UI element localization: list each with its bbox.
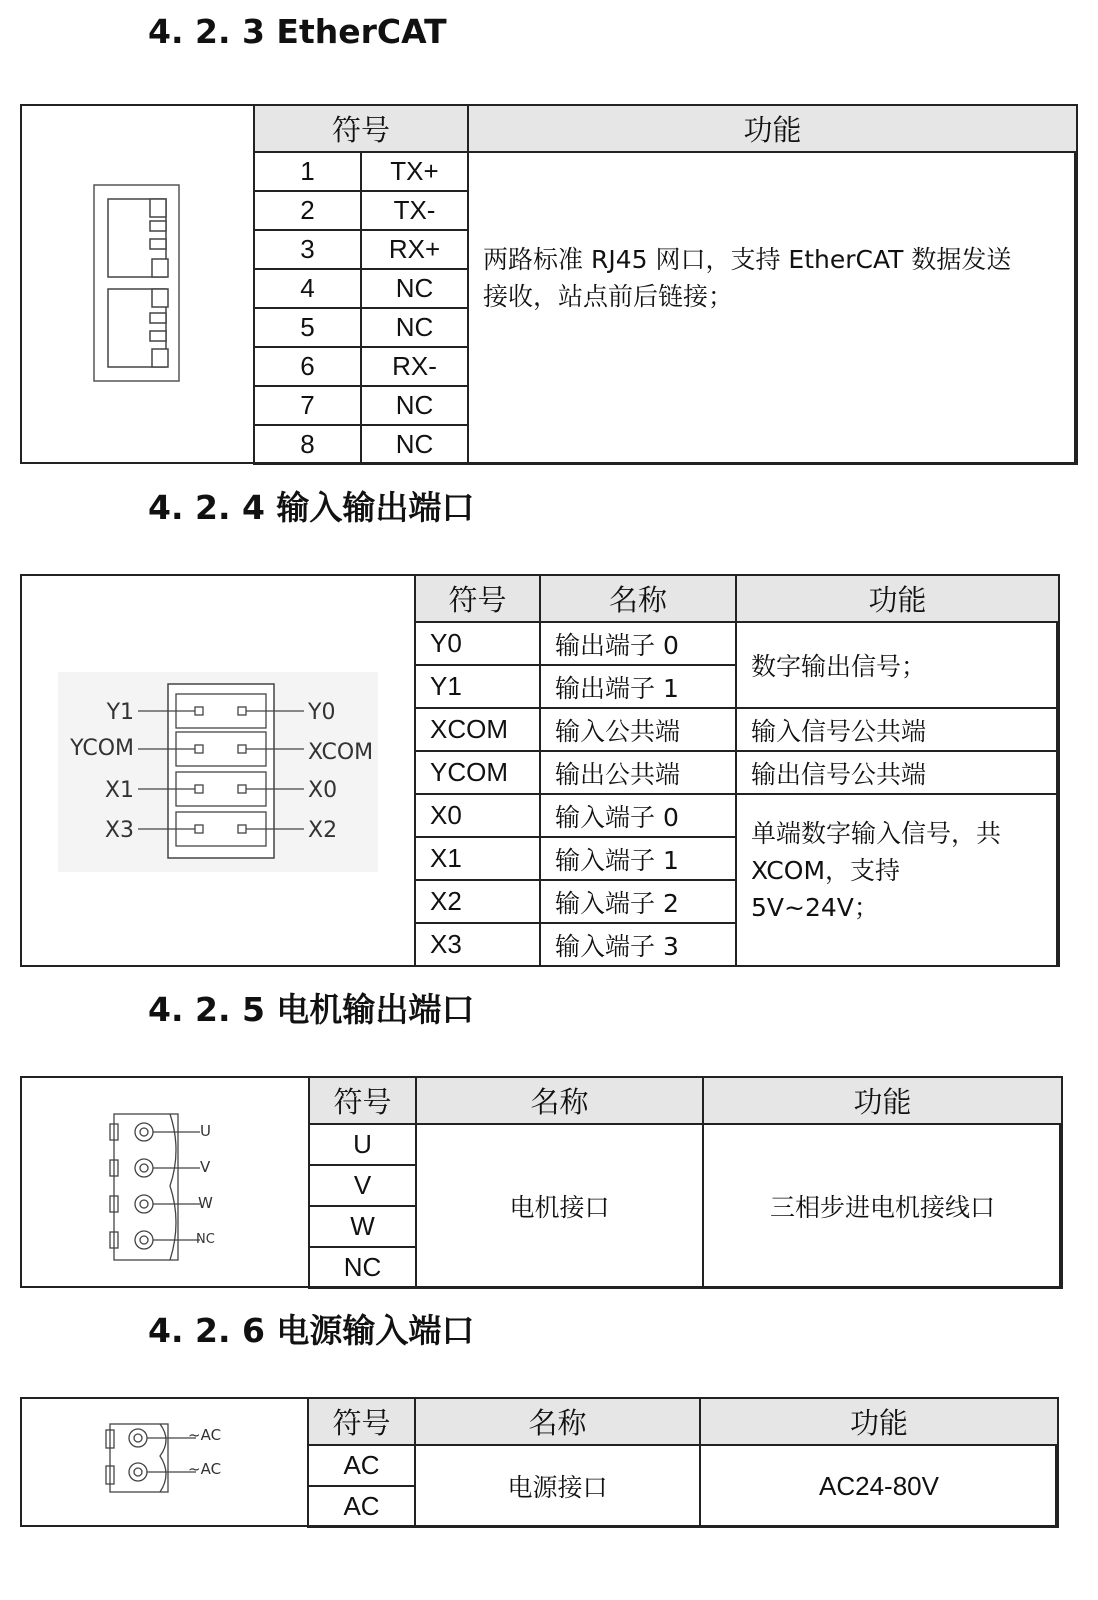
motor-diagram-label: NC	[196, 1232, 215, 1247]
io-name: 输出公共端	[540, 751, 736, 794]
pin-signal: NC	[361, 269, 468, 308]
io-diagram-label: X0	[308, 778, 338, 803]
pin-number: 6	[254, 347, 361, 386]
col-header-name: 名称	[540, 575, 736, 622]
io-port-table	[414, 574, 1060, 967]
io-diagram-label: YCOM	[70, 736, 134, 761]
io-name: 输出端子 0	[540, 622, 736, 665]
motor-diagram-label: W	[198, 1194, 213, 1212]
motor-symbol: V	[309, 1165, 416, 1206]
heading-power-input: 4. 2. 6 电源输入端口	[148, 1311, 475, 1350]
pin-signal: NC	[361, 386, 468, 425]
motor-diagram-label: V	[200, 1158, 211, 1176]
io-name: 输入端子 0	[540, 794, 736, 837]
io-symbol: X3	[415, 923, 540, 966]
io-diagram-label: X2	[308, 818, 338, 843]
io-diagram-label: X3	[104, 818, 134, 843]
col-header-name: 名称	[416, 1077, 703, 1124]
io-diagram-label: X1	[104, 778, 134, 803]
col-header-function: 功能	[703, 1077, 1062, 1124]
motor-symbol: NC	[309, 1247, 416, 1288]
io-function-input	[736, 794, 1059, 966]
pin-number: 3	[254, 230, 361, 269]
io-terminal-illustration	[58, 672, 378, 872]
io-symbol: X2	[415, 880, 540, 923]
power-diagram-label: ~AC	[188, 1426, 222, 1444]
motor-diagram-label: U	[200, 1122, 211, 1140]
motor-port-table	[308, 1076, 1063, 1289]
io-symbol: X0	[415, 794, 540, 837]
col-header-function: 功能	[700, 1398, 1058, 1445]
io-name: 输入端子 1	[540, 837, 736, 880]
pin-signal: NC	[361, 425, 468, 464]
io-diagram-label: XCOM	[308, 740, 374, 765]
motor-terminal-svg	[108, 1110, 238, 1262]
io-symbol: YCOM	[415, 751, 540, 794]
motor-symbol: W	[309, 1206, 416, 1247]
heading-ethercat: 4. 2. 3 EtherCAT	[148, 12, 447, 51]
pin-signal: RX-	[361, 347, 468, 386]
function-line: 5V~24V；	[751, 892, 879, 922]
col-header-function: 功能	[736, 575, 1059, 622]
col-header-name: 名称	[415, 1398, 700, 1445]
power-symbol: AC	[308, 1445, 415, 1486]
io-symbol: Y1	[415, 665, 540, 708]
pin-number: 5	[254, 308, 361, 347]
ethercat-function-description	[468, 152, 1077, 464]
io-name: 输出端子 1	[540, 665, 736, 708]
pin-signal: TX+	[361, 152, 468, 191]
io-diagram-label: Y1	[106, 700, 134, 725]
io-function-ycom: 输出信号公共端	[736, 751, 1059, 794]
pin-signal: RX+	[361, 230, 468, 269]
col-header-symbol: 符号	[415, 575, 540, 622]
io-diagram-label: Y0	[308, 700, 336, 725]
rj45-dual-port-illustration	[92, 183, 184, 383]
power-name: 电源接口	[415, 1445, 700, 1527]
col-header-symbol: 符号	[309, 1077, 416, 1124]
motor-terminal-illustration	[108, 1110, 238, 1262]
function-line: 单端数字输入信号，共	[751, 818, 1002, 848]
pin-signal: TX-	[361, 191, 468, 230]
power-symbol: AC	[308, 1486, 415, 1527]
pin-number: 2	[254, 191, 361, 230]
io-symbol: Y0	[415, 622, 540, 665]
col-header-symbol: 符号	[254, 105, 468, 152]
function-line: 两路标准 RJ45 网口，支持 EtherCAT 数据发送	[483, 245, 1012, 274]
io-name: 输入端子 3	[540, 923, 736, 966]
rj45-port-lower	[108, 289, 168, 367]
col-header-function: 功能	[468, 105, 1077, 152]
io-symbol: X1	[415, 837, 540, 880]
io-symbol: XCOM	[415, 708, 540, 751]
power-terminal-illustration	[104, 1420, 234, 1496]
function-line: 接收，站点前后链接；	[483, 282, 734, 311]
heading-io-port: 4. 2. 4 输入输出端口	[148, 488, 475, 527]
power-function: AC24-80V	[700, 1445, 1058, 1527]
rj45-port-upper	[108, 199, 168, 277]
pin-number: 1	[254, 152, 361, 191]
io-function-output: 数字输出信号；	[736, 622, 1059, 708]
io-name: 输入端子 2	[540, 880, 736, 923]
function-line: XCOM，支持	[751, 855, 901, 885]
motor-function: 三相步进电机接线口	[703, 1124, 1062, 1288]
power-port-table	[307, 1397, 1059, 1528]
io-name: 输入公共端	[540, 708, 736, 751]
heading-motor-output: 4. 2. 5 电机输出端口	[148, 990, 475, 1029]
pin-signal: NC	[361, 308, 468, 347]
power-diagram-label: ~AC	[188, 1460, 222, 1478]
pin-number: 4	[254, 269, 361, 308]
col-header-symbol: 符号	[308, 1398, 415, 1445]
motor-symbol: U	[309, 1124, 416, 1165]
pin-number: 8	[254, 425, 361, 464]
io-function-xcom: 输入信号公共端	[736, 708, 1059, 751]
ethercat-pin-table	[253, 104, 1078, 465]
pin-number: 7	[254, 386, 361, 425]
motor-name: 电机接口	[416, 1124, 703, 1288]
